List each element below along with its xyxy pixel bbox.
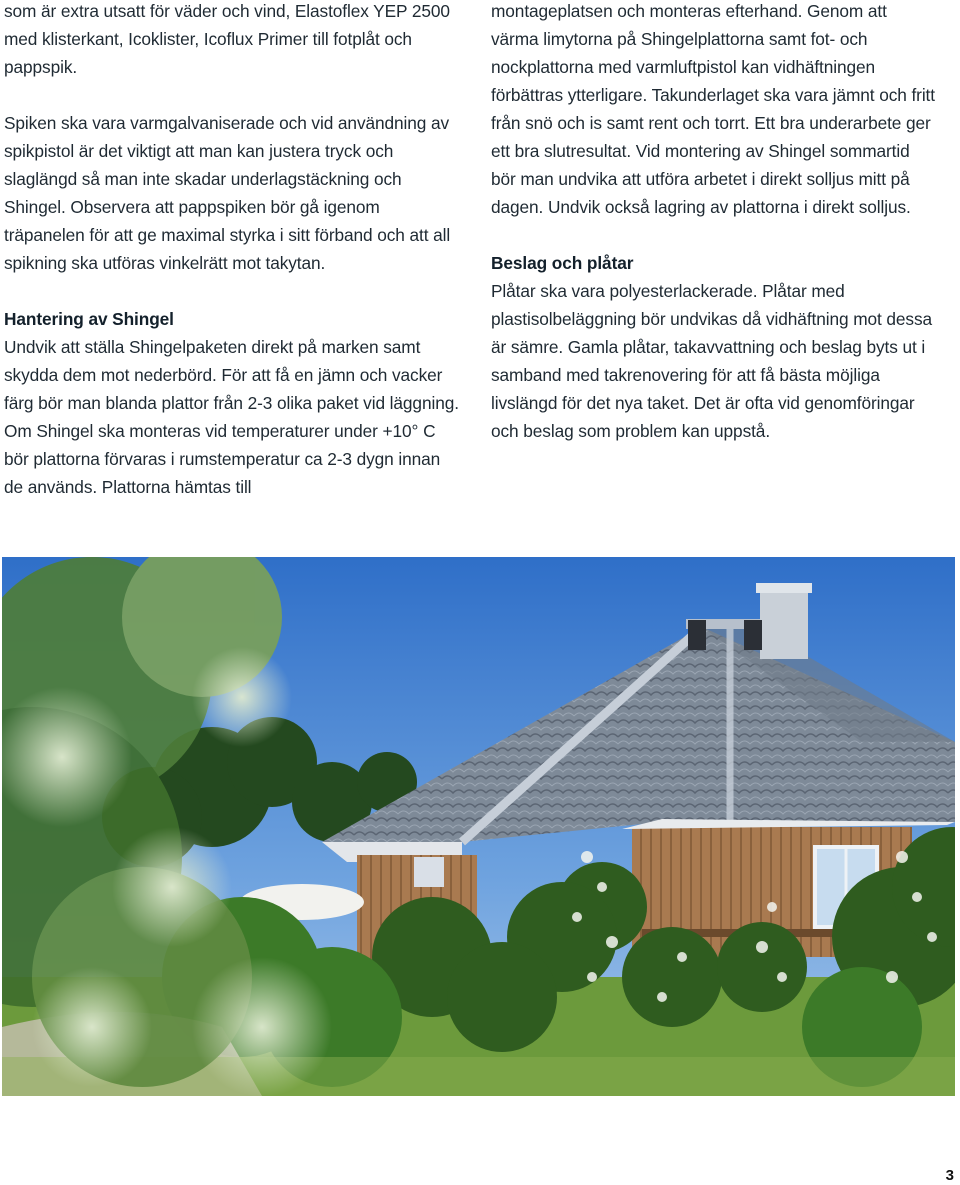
house-photo: [2, 557, 955, 1096]
heading-hantering: Hantering av Shingel: [4, 309, 174, 329]
left-text-column: [4, 0, 462, 501]
left-paragraph-2: Spiken ska vara varmgalvaniserade och vid användning av spikpistol är det viktigt att man kan justera tryck och slaglängd så man inte skadar underlagstäckning och Shingel. Observera att pappspiken bör gå igenom träpanelen för att ge maximal styrka i sitt förband och att all spikning ska utföras vinkelrätt mot takytan.: [4, 113, 451, 273]
right-paragraph-2: Plåtar ska vara polyesterlackerade. Plåtar med plastisolbeläggning bör undvikas då vidhäftning mot dessa är sämre. Gamla plåtar, takavvattning och beslag byts ut i samband med takrenovering för att få bästa möjliga livslängd för det nya taket. Det är ofta vid genomföringar och beslag som problem kan uppstå.: [491, 281, 933, 441]
heading-beslag: Beslag och plåtar: [491, 253, 634, 273]
right-text-column: [491, 0, 936, 445]
right-paragraph-1: montageplatsen och monteras efterhand. Genom att värma limytorna på Shingelplattorna samt fot- och nockplattorna med varmluftpistol kan vidhäftningen förbättras ytterligare. Takunderlaget ska vara jämnt och fritt från snö och is samt rent och torrt. Ett bra underarbete ger ett bra slutresultat. Vid montering av Shingel sommartid bör man undvika att utföra arbetet i direkt solljus mitt på dagen. Undvik också lagring av plattorna i direkt solljus.: [491, 1, 935, 217]
page-number: 3: [945, 1167, 954, 1184]
left-paragraph-3: Undvik att ställa Shingelpaketen direkt på marken samt skydda dem mot nederbörd. För att få en jämn och vacker färg bör man blanda plattor från 2-3 olika paket vid läggning. Om Shingel ska monteras vid temperaturer under +10° C bör plattorna förvaras i rumstemperatur ca 2-3 dygn innan de används. Plattorna hämtas till: [4, 337, 459, 497]
left-paragraph-1: som är extra utsatt för väder och vind, Elastoflex YEP 2500 med klisterkant, Icoklister, Icoflux Primer till fotplåt och pappspik.: [4, 1, 450, 77]
